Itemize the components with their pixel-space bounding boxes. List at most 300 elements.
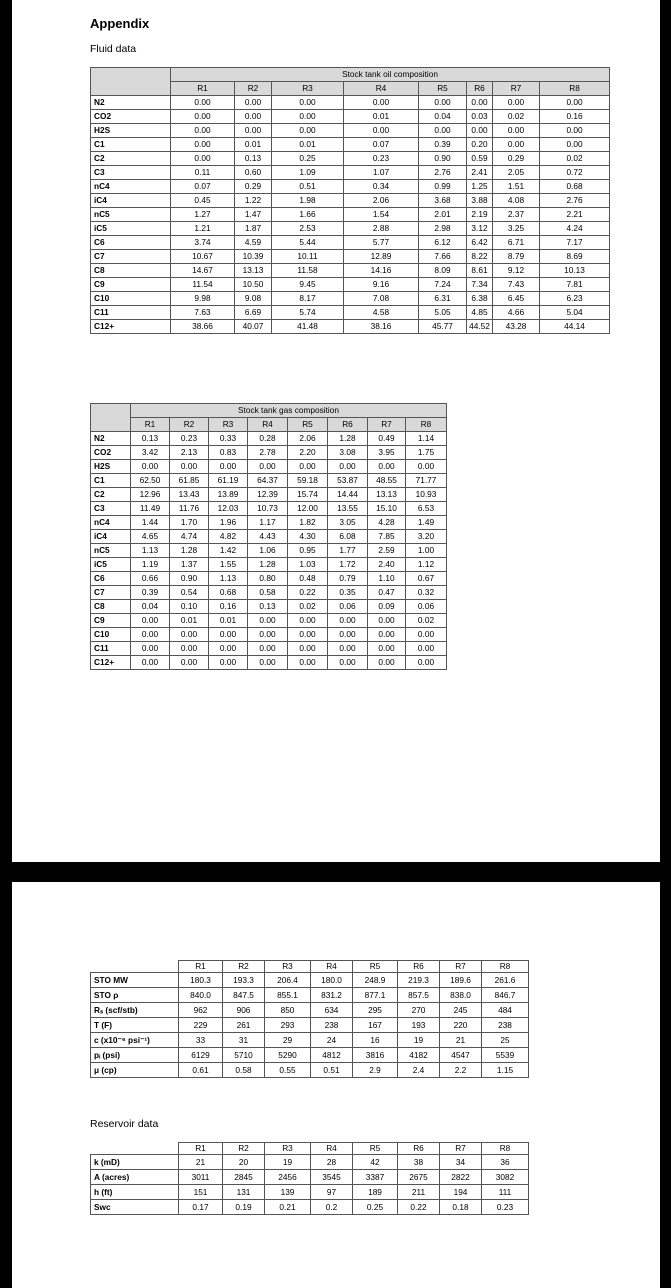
gas-cell: 4.28: [368, 516, 406, 530]
props-cell: 16: [353, 1033, 398, 1048]
oil-col-header: R6: [467, 82, 493, 96]
oil-cell: 6.42: [467, 236, 493, 250]
gas-cell: 13.13: [368, 488, 406, 502]
oil-cell: 6.69: [235, 306, 272, 320]
props-col-header: R5: [353, 961, 398, 973]
oil-cell: 0.00: [272, 110, 344, 124]
gas-cell: 0.00: [328, 614, 368, 628]
oil-cell: 11.54: [171, 278, 235, 292]
gas-cell: 0.32: [406, 586, 447, 600]
gas-row-label: C9: [91, 614, 131, 628]
gas-cell: 0.58: [248, 586, 288, 600]
gas-cell: 1.00: [406, 544, 447, 558]
oil-cell: 0.01: [344, 110, 419, 124]
oil-cell: 0.01: [272, 138, 344, 152]
oil-cell: 3.68: [419, 194, 467, 208]
props-cell: 877.1: [353, 988, 398, 1003]
gas-cell: 1.75: [406, 446, 447, 460]
gas-table-corner: [91, 404, 131, 432]
res-col-header: R6: [398, 1143, 440, 1155]
gas-cell: 0.00: [288, 642, 328, 656]
oil-row: [91, 194, 610, 208]
gas-cell: 12.96: [131, 488, 170, 502]
gas-row: [91, 432, 447, 446]
props-cell: 5290: [265, 1048, 311, 1063]
gas-cell: 0.09: [368, 600, 406, 614]
props-cell: 167: [353, 1018, 398, 1033]
gas-row: [91, 614, 447, 628]
oil-cell: 38.66: [171, 320, 235, 334]
res-cell: 2675: [398, 1170, 440, 1185]
props-cell: 634: [311, 1003, 353, 1018]
gas-cell: 0.00: [406, 642, 447, 656]
gas-cell: 71.77: [406, 474, 447, 488]
gas-cell: 1.10: [368, 572, 406, 586]
props-cell: 206.4: [265, 973, 311, 988]
oil-cell: 0.13: [235, 152, 272, 166]
oil-cell: 2.21: [540, 208, 610, 222]
props-cell: 831.2: [311, 988, 353, 1003]
res-cell: 3545: [311, 1170, 353, 1185]
oil-row-label: N2: [91, 96, 171, 110]
gas-cell: 0.48: [288, 572, 328, 586]
gas-row-label: nC5: [91, 544, 131, 558]
props-header-row: [91, 961, 529, 973]
props-cell: 0.61: [179, 1063, 223, 1078]
gas-cell: 0.00: [209, 642, 248, 656]
gas-cell: 64.37: [248, 474, 288, 488]
oil-cell: 0.04: [419, 110, 467, 124]
props-cell: 19: [398, 1033, 440, 1048]
gas-cell: 0.00: [368, 614, 406, 628]
oil-cell: 1.21: [171, 222, 235, 236]
oil-cell: 1.25: [467, 180, 493, 194]
gas-cell: 0.47: [368, 586, 406, 600]
stock-tank-oil-composition-table: [90, 67, 610, 334]
props-cell: 219.3: [398, 973, 440, 988]
gas-cell: 0.00: [209, 628, 248, 642]
gas-cell: 2.20: [288, 446, 328, 460]
oil-cell: 6.38: [467, 292, 493, 306]
gas-cell: 1.13: [209, 572, 248, 586]
gas-cell: 1.82: [288, 516, 328, 530]
oil-cell: 0.00: [272, 96, 344, 110]
gas-cell: 1.28: [328, 432, 368, 446]
oil-cell: 0.99: [419, 180, 467, 194]
gas-cell: 48.55: [368, 474, 406, 488]
props-cell: 838.0: [440, 988, 482, 1003]
oil-cell: 0.00: [419, 96, 467, 110]
oil-row-label: H2S: [91, 124, 171, 138]
gas-cell: 0.80: [248, 572, 288, 586]
res-row: [91, 1170, 529, 1185]
oil-row-label: C3: [91, 166, 171, 180]
oil-row: [91, 292, 610, 306]
res-cell: 20: [223, 1155, 265, 1170]
gas-cell: 0.83: [209, 446, 248, 460]
gas-cell: 0.00: [209, 656, 248, 670]
gas-cell: 0.66: [131, 572, 170, 586]
props-cell: 180.0: [311, 973, 353, 988]
props-cell: 4547: [440, 1048, 482, 1063]
oil-cell: 8.17: [272, 292, 344, 306]
gas-row: [91, 544, 447, 558]
appendix-page-2: [12, 882, 660, 1288]
gas-cell: 4.30: [288, 530, 328, 544]
gas-cell: 0.00: [328, 460, 368, 474]
oil-cell: 2.88: [344, 222, 419, 236]
gas-cell: 4.82: [209, 530, 248, 544]
props-cell: 484: [482, 1003, 529, 1018]
gas-cell: 0.00: [288, 628, 328, 642]
oil-cell: 2.06: [344, 194, 419, 208]
gas-cell: 0.00: [368, 628, 406, 642]
gas-row-label: C1: [91, 474, 131, 488]
gas-cell: 1.70: [170, 516, 209, 530]
gas-cell: 61.19: [209, 474, 248, 488]
oil-row: [91, 208, 610, 222]
gas-cell: 0.00: [248, 642, 288, 656]
gas-cell: 10.93: [406, 488, 447, 502]
props-cell: 293: [265, 1018, 311, 1033]
oil-cell: 44.14: [540, 320, 610, 334]
gas-cell: 1.44: [131, 516, 170, 530]
gas-cell: 0.00: [288, 656, 328, 670]
gas-cell: 0.00: [406, 460, 447, 474]
oil-cell: 2.76: [540, 194, 610, 208]
oil-cell: 6.31: [419, 292, 467, 306]
props-cell: 31: [223, 1033, 265, 1048]
props-cell: 248.9: [353, 973, 398, 988]
oil-cell: 0.39: [419, 138, 467, 152]
props-cell: 5710: [223, 1048, 265, 1063]
gas-cell: 0.00: [131, 460, 170, 474]
oil-cell: 2.76: [419, 166, 467, 180]
oil-cell: 1.98: [272, 194, 344, 208]
gas-row: [91, 600, 447, 614]
props-row: [91, 1063, 529, 1078]
props-cell: 855.1: [265, 988, 311, 1003]
res-row-label: Swc: [91, 1200, 179, 1215]
props-cell: 193: [398, 1018, 440, 1033]
oil-cell: 8.61: [467, 264, 493, 278]
props-col-header: R4: [311, 961, 353, 973]
oil-cell: 5.74: [272, 306, 344, 320]
gas-cell: 14.44: [328, 488, 368, 502]
res-cell: 0.2: [311, 1200, 353, 1215]
gas-cell: 4.43: [248, 530, 288, 544]
gas-cell: 0.00: [248, 460, 288, 474]
oil-cell: 0.00: [171, 110, 235, 124]
oil-cell: 0.00: [235, 110, 272, 124]
gas-cell: 0.00: [131, 614, 170, 628]
gas-cell: 62.50: [131, 474, 170, 488]
oil-cell: 0.00: [493, 138, 540, 152]
oil-col-header: R4: [344, 82, 419, 96]
oil-cell: 0.00: [419, 124, 467, 138]
oil-cell: 5.05: [419, 306, 467, 320]
oil-cell: 1.54: [344, 208, 419, 222]
res-row: [91, 1155, 529, 1170]
props-cell: 3816: [353, 1048, 398, 1063]
oil-cell: 3.88: [467, 194, 493, 208]
gas-cell: 0.49: [368, 432, 406, 446]
oil-cell: 0.59: [467, 152, 493, 166]
oil-cell: 11.58: [272, 264, 344, 278]
oil-cell: 7.17: [540, 236, 610, 250]
res-col-header: R3: [265, 1143, 311, 1155]
oil-cell: 0.00: [171, 138, 235, 152]
props-cell: 847.5: [223, 988, 265, 1003]
gas-row: [91, 656, 447, 670]
props-col-header: R7: [440, 961, 482, 973]
gas-cell: 1.37: [170, 558, 209, 572]
res-cell: 21: [179, 1155, 223, 1170]
props-cell: 25: [482, 1033, 529, 1048]
oil-cell: 3.25: [493, 222, 540, 236]
res-row-label: h (ft): [91, 1185, 179, 1200]
oil-cell: 8.09: [419, 264, 467, 278]
gas-cell: 0.00: [328, 642, 368, 656]
res-corner: [91, 1143, 179, 1155]
gas-cell: 0.00: [328, 628, 368, 642]
gas-cell: 1.96: [209, 516, 248, 530]
oil-row: [91, 306, 610, 320]
oil-cell: 7.43: [493, 278, 540, 292]
oil-cell: 6.71: [493, 236, 540, 250]
oil-cell: 0.00: [235, 124, 272, 138]
gas-row-label: nC4: [91, 516, 131, 530]
gas-row: [91, 488, 447, 502]
oil-row-label: iC5: [91, 222, 171, 236]
oil-cell: 0.00: [171, 96, 235, 110]
reservoir-data-caption: Reservoir data: [90, 1118, 159, 1130]
gas-cell: 1.03: [288, 558, 328, 572]
oil-cell: 2.01: [419, 208, 467, 222]
gas-row-label: C6: [91, 572, 131, 586]
gas-cell: 2.40: [368, 558, 406, 572]
oil-row: [91, 180, 610, 194]
gas-row-label: C10: [91, 628, 131, 642]
props-cell: 261: [223, 1018, 265, 1033]
gas-row: [91, 558, 447, 572]
oil-row-label: C2: [91, 152, 171, 166]
oil-row: [91, 96, 610, 110]
oil-row: [91, 250, 610, 264]
gas-row-label: C2: [91, 488, 131, 502]
oil-cell: 7.34: [467, 278, 493, 292]
oil-cell: 0.00: [493, 124, 540, 138]
res-cell: 97: [311, 1185, 353, 1200]
oil-cell: 10.39: [235, 250, 272, 264]
oil-cell: 7.63: [171, 306, 235, 320]
oil-cell: 0.00: [467, 124, 493, 138]
props-cell: 2.2: [440, 1063, 482, 1078]
gas-cell: 1.13: [131, 544, 170, 558]
oil-cell: 1.47: [235, 208, 272, 222]
oil-col-header: R3: [272, 82, 344, 96]
oil-cell: 43.28: [493, 320, 540, 334]
gas-cell: 0.39: [131, 586, 170, 600]
oil-row-label: C7: [91, 250, 171, 264]
props-cell: 261.6: [482, 973, 529, 988]
oil-cell: 4.59: [235, 236, 272, 250]
oil-cell: 9.16: [344, 278, 419, 292]
oil-cell: 7.66: [419, 250, 467, 264]
props-col-header: R2: [223, 961, 265, 973]
props-row: [91, 973, 529, 988]
fluid-properties-table: [90, 960, 529, 1078]
res-cell: 0.21: [265, 1200, 311, 1215]
oil-cell: 0.00: [272, 124, 344, 138]
oil-row: [91, 320, 610, 334]
gas-cell: 0.90: [170, 572, 209, 586]
props-cell: 295: [353, 1003, 398, 1018]
gas-row-label: C7: [91, 586, 131, 600]
props-row-label: c (x10⁻⁶ psi⁻¹): [91, 1033, 179, 1048]
oil-row: [91, 278, 610, 292]
gas-row-label: C3: [91, 502, 131, 516]
props-col-header: R3: [265, 961, 311, 973]
res-cell: 0.19: [223, 1200, 265, 1215]
gas-col-header: R7: [368, 418, 406, 432]
res-cell: 2456: [265, 1170, 311, 1185]
gas-cell: 0.00: [288, 460, 328, 474]
oil-cell: 10.67: [171, 250, 235, 264]
oil-row: [91, 166, 610, 180]
res-cell: 189: [353, 1185, 398, 1200]
gas-cell: 1.77: [328, 544, 368, 558]
gas-cell: 0.00: [288, 614, 328, 628]
oil-cell: 8.69: [540, 250, 610, 264]
gas-cell: 0.00: [248, 656, 288, 670]
gas-cell: 0.68: [209, 586, 248, 600]
gas-row-label: iC4: [91, 530, 131, 544]
res-header-row: [91, 1143, 529, 1155]
gas-cell: 0.00: [131, 628, 170, 642]
gas-cell: 0.16: [209, 600, 248, 614]
gas-cell: 0.67: [406, 572, 447, 586]
oil-row-label: CO2: [91, 110, 171, 124]
gas-cell: 1.12: [406, 558, 447, 572]
gas-cell: 0.00: [406, 628, 447, 642]
res-col-header: R8: [482, 1143, 529, 1155]
gas-cell: 0.02: [288, 600, 328, 614]
res-cell: 38: [398, 1155, 440, 1170]
gas-col-header: R5: [288, 418, 328, 432]
oil-cell: 0.00: [171, 152, 235, 166]
res-cell: 3387: [353, 1170, 398, 1185]
res-cell: 19: [265, 1155, 311, 1170]
props-row: [91, 1033, 529, 1048]
gas-cell: 1.17: [248, 516, 288, 530]
props-cell: 24: [311, 1033, 353, 1048]
props-cell: 0.55: [265, 1063, 311, 1078]
gas-cell: 0.10: [170, 600, 209, 614]
props-cell: 270: [398, 1003, 440, 1018]
oil-cell: 0.11: [171, 166, 235, 180]
oil-row-label: iC4: [91, 194, 171, 208]
gas-cell: 6.53: [406, 502, 447, 516]
props-corner: [91, 961, 179, 973]
oil-cell: 2.19: [467, 208, 493, 222]
oil-cell: 1.07: [344, 166, 419, 180]
props-row: [91, 1048, 529, 1063]
gas-cell: 0.00: [131, 656, 170, 670]
props-cell: 906: [223, 1003, 265, 1018]
oil-row-label: C1: [91, 138, 171, 152]
oil-cell: 0.01: [235, 138, 272, 152]
res-cell: 0.23: [482, 1200, 529, 1215]
oil-col-header: R2: [235, 82, 272, 96]
props-col-header: R6: [398, 961, 440, 973]
gas-cell: 2.78: [248, 446, 288, 460]
oil-cell: 0.29: [493, 152, 540, 166]
gas-table-title: Stock tank gas composition: [131, 404, 447, 418]
oil-cell: 0.00: [540, 124, 610, 138]
oil-cell: 4.66: [493, 306, 540, 320]
res-cell: 2822: [440, 1170, 482, 1185]
gas-cell: 0.00: [406, 656, 447, 670]
oil-cell: 9.12: [493, 264, 540, 278]
res-cell: 0.22: [398, 1200, 440, 1215]
props-row-label: pᵢ (psi): [91, 1048, 179, 1063]
oil-cell: 1.22: [235, 194, 272, 208]
oil-row-label: nC5: [91, 208, 171, 222]
oil-cell: 2.41: [467, 166, 493, 180]
oil-cell: 2.37: [493, 208, 540, 222]
oil-cell: 0.72: [540, 166, 610, 180]
res-cell: 139: [265, 1185, 311, 1200]
gas-cell: 10.73: [248, 502, 288, 516]
gas-row: [91, 530, 447, 544]
props-cell: 6129: [179, 1048, 223, 1063]
oil-cell: 0.25: [272, 152, 344, 166]
gas-cell: 0.00: [368, 656, 406, 670]
gas-cell: 0.04: [131, 600, 170, 614]
oil-cell: 5.04: [540, 306, 610, 320]
gas-cell: 0.95: [288, 544, 328, 558]
oil-cell: 0.23: [344, 152, 419, 166]
props-cell: 238: [311, 1018, 353, 1033]
gas-cell: 61.85: [170, 474, 209, 488]
gas-row: [91, 642, 447, 656]
gas-cell: 11.49: [131, 502, 170, 516]
oil-cell: 0.07: [171, 180, 235, 194]
res-row: [91, 1185, 529, 1200]
oil-cell: 14.67: [171, 264, 235, 278]
oil-cell: 6.23: [540, 292, 610, 306]
oil-cell: 13.13: [235, 264, 272, 278]
gas-cell: 3.08: [328, 446, 368, 460]
props-cell: 962: [179, 1003, 223, 1018]
res-row-label: A (acres): [91, 1170, 179, 1185]
gas-cell: 0.22: [288, 586, 328, 600]
gas-cell: 0.00: [131, 642, 170, 656]
props-cell: 193.3: [223, 973, 265, 988]
res-cell: 0.25: [353, 1200, 398, 1215]
gas-cell: 0.00: [248, 614, 288, 628]
oil-cell: 7.08: [344, 292, 419, 306]
gas-cell: 0.00: [170, 656, 209, 670]
res-cell: 151: [179, 1185, 223, 1200]
gas-cell: 1.28: [170, 544, 209, 558]
props-cell: 229: [179, 1018, 223, 1033]
props-cell: 189.6: [440, 973, 482, 988]
props-col-header: R1: [179, 961, 223, 973]
props-cell: 5539: [482, 1048, 529, 1063]
props-cell: 857.5: [398, 988, 440, 1003]
